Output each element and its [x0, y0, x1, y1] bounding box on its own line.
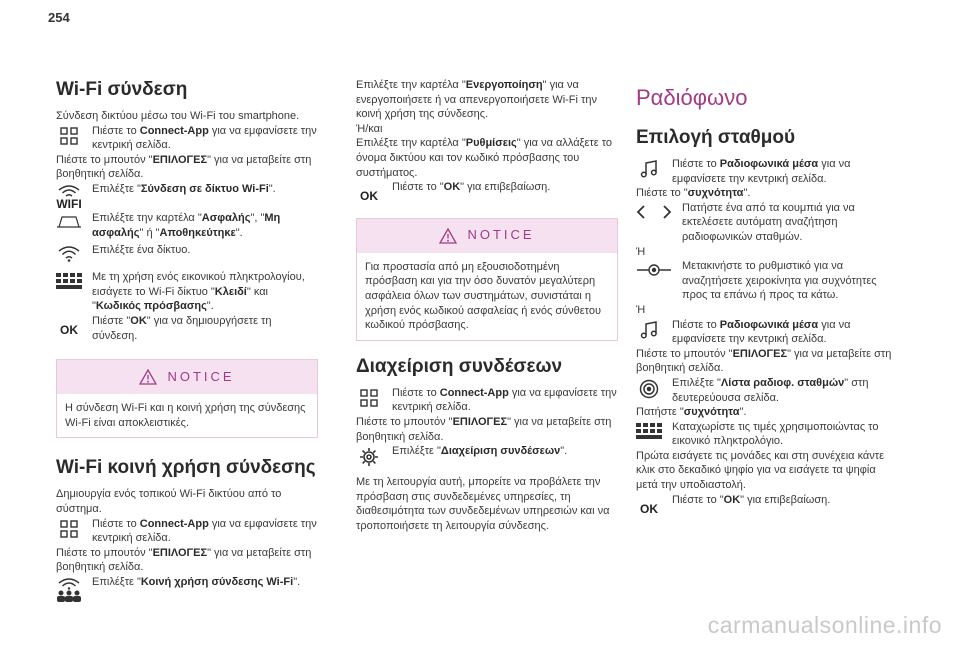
step-enable-tab: Επιλέξτε την καρτέλα "Ενεργοποίηση" για να ενεργοποιήσετε ή να απενεργοποιήσετε Wi-Fi την κοινή χρήση της σύνδεσης. [356, 79, 597, 121]
column-2 [356, 78, 618, 533]
apps-grid-icon [356, 386, 382, 407]
notice-box-security [356, 218, 618, 341]
radio-step-ok: OK Πιέστε το "OK" για επιβεβαίωση. [636, 493, 898, 517]
page-number: 254 [48, 10, 70, 25]
radio-step-frequency: Πιέστε το "συχνότητα". [636, 187, 751, 200]
radio-step-media-2: Πιέστε το Ραδιοφωνικά μέσα για να εμφανίσετε την κεντρική σελίδα. [636, 318, 898, 347]
step-ok-connect: OK Πιέστε "OK" για να δημιουργήσετε τη σύνδεση. [56, 314, 318, 343]
hotspot-step-connect-app: Πιέστε το Connect-App για να εμφανίσετε την κεντρική σελίδα. [56, 517, 318, 546]
radio-step-seek: Πατήστε ένα από τα κουμπιά για να εκτελέσετε αυτόματη αναζήτηση ραδιοφωνικών σταθμών. [636, 201, 898, 245]
step-keyboard: Με τη χρήση ενός εικονικού πληκτρολογίου, εισάγετε το Wi-Fi δίκτυο "Κλειδί" και "Κωδικός πρόσβασης". [56, 270, 318, 314]
watermark: carmanualsonline.info [707, 612, 942, 638]
apps-grid-icon [56, 124, 82, 145]
manage-step-connect-app: Πιέστε το Connect-App για να εμφανίσετε την κεντρική σελίδα. [356, 386, 618, 415]
radio-chapter-title: Ραδιόφωνο [636, 85, 748, 110]
and-or-text: Ή/και [356, 122, 383, 135]
wifi-share-icon [56, 575, 82, 602]
warning-triangle-icon [439, 228, 457, 244]
music-note-icon [636, 318, 662, 339]
notice-header [57, 360, 317, 394]
radio-step-slider: Μετακινήστε το ρυθμιστικό για να αναζητήσετε χειροκίνητα για συχνότητες προς τα επάνω ή προς τα κάτω. [636, 259, 898, 303]
radio-step-keyboard: Καταχωρίστε τις τιμές χρησιμοποιώντας το εικονικό πληκτρολόγιο. [636, 420, 898, 449]
tab-icon [56, 211, 82, 228]
step-ok-confirm: OK Πιέστε το "OK" για επιβεβαίωση. [356, 180, 618, 204]
hotspot-step-options: Πιέστε το μπουτόν "ΕΠΙΛΟΓΕΣ" για να μεταβείτε στη βοηθητική σελίδα. [56, 546, 312, 574]
manage-step-select: Επιλέξτε "Διαχείριση συνδέσεων". [356, 444, 618, 467]
column-3 [636, 84, 898, 516]
radio-list-icon [636, 376, 662, 399]
notice-title: NOTICE [167, 368, 235, 384]
notice-text: Για προστασία από μη εξουσιοδοτημένη πρόσβαση και για την όσο δυνατόν μεγαλύτερη ασφάλεια όλων των συστημάτων, συνιστάται η χρήση ενός κωδικού ασφαλείας ή ενός σύνθετου κωδικού πρόσβασης. [365, 260, 601, 332]
manage-step-options: Πιέστε το μπουτόν "ΕΠΙΛΟΓΕΣ" για να μεταβείτε στη βοηθητική σελίδα. [356, 415, 612, 443]
step-options: Πιέστε το μπουτόν "ΕΠΙΛΟΓΕΣ" για να μεταβείτε στη βοηθητική σελίδα. [56, 153, 312, 181]
radio-step-press-frequency: Πατήστε "συχνότητα". [636, 406, 747, 419]
step-wifi-connect: WIFI Επιλέξτε "Σύνδεση σε δίκτυο Wi-Fi". [56, 182, 276, 211]
music-note-icon [636, 157, 662, 178]
wifi-signal-icon [56, 243, 82, 262]
manage-description: Με τη λειτουργία αυτή, μπορείτε να προβάλετε την πρόσβαση στις συνδεδεμένες υπηρεσίες, τη διαθεσιμότητα των συνδεδεμένων υπηρεσιών και να τροποποιήσετε τη λειτουργία σύνδεσης. [356, 476, 610, 532]
hotspot-step-share: Επιλέξτε "Κοινή χρήση σύνδεσης Wi-Fi". [56, 575, 318, 602]
notice-box-exclusive [56, 359, 318, 438]
step-connect-app: Πιέστε το Connect-App για να εμφανίσετε την κεντρική σελίδα. [56, 124, 318, 153]
ok-icon: OK [640, 501, 658, 516]
column-1 [56, 78, 318, 602]
step-settings-tab: Επιλέξτε την καρτέλα "Ρυθμίσεις" για να αλλάξετε το όνομα δικτύου και τον κωδικό πρόσβασης του συστήματος. [356, 137, 612, 179]
wifi-icon [56, 182, 82, 211]
radio-step-media: Πιέστε το Ραδιοφωνικά μέσα για να εμφανίσετε την κεντρική σελίδα. [636, 157, 898, 186]
radio-step-decimal: Πρώτα εισάγετε τις μονάδες και στη συνέχεια κάντε κλικ στο δεκαδικό ψηφίο για να εισάγετε τα ψηφία μετά την υποδιαστολή. [636, 449, 885, 492]
keyboard-icon [56, 270, 82, 289]
notice-text: Η σύνδεση Wi-Fi και η κοινή χρήση της σύνδεσης Wi-Fi είναι αποκλειστικές. [65, 402, 306, 429]
keyboard-icon [636, 420, 662, 439]
notice-header [357, 219, 617, 253]
apps-grid-icon [56, 517, 82, 538]
wifi-connection-title: Wi-Fi σύνδεση [56, 79, 188, 100]
radio-step-options: Πιέστε το μπουτόν "ΕΠΙΛΟΓΕΣ" για να μεταβείτε στη βοηθητική σελίδα. [636, 347, 892, 375]
step-security-tab: Επιλέξτε την καρτέλα "Ασφαλής", "Μη ασφαλής" ή "Αποθηκεύτηκε". [56, 211, 318, 240]
wifi-intro: Σύνδεση δικτύου μέσω του Wi-Fi του smartphone. [56, 110, 300, 122]
station-select-title: Επιλογή σταθμού [636, 127, 796, 148]
step-select-network: Επιλέξτε ένα δίκτυο. [56, 243, 318, 262]
slider-icon [636, 259, 672, 278]
gear-icon [356, 444, 382, 467]
or-text-1: Ή [636, 245, 646, 258]
hotspot-title: Wi-Fi κοινή χρήση σύνδεσης [56, 457, 316, 479]
ok-icon: OK [60, 322, 78, 337]
notice-title: NOTICE [467, 227, 535, 243]
or-text-2: Ή [636, 303, 646, 316]
radio-step-list: Επιλέξτε "Λίστα ραδιοφ. σταθμών" στη δευτερεύουσα σελίδα. [636, 376, 898, 405]
manage-connections-title: Διαχείριση συνδέσεων [356, 355, 563, 377]
warning-triangle-icon [139, 369, 157, 385]
wifi-icon-label: WIFI [56, 196, 82, 211]
seek-arrows-icon [636, 201, 672, 220]
hotspot-intro: Δημιουργία ενός τοπικού Wi-Fi δικτύου από το σύστημα. [56, 488, 282, 515]
ok-icon: OK [360, 189, 378, 204]
